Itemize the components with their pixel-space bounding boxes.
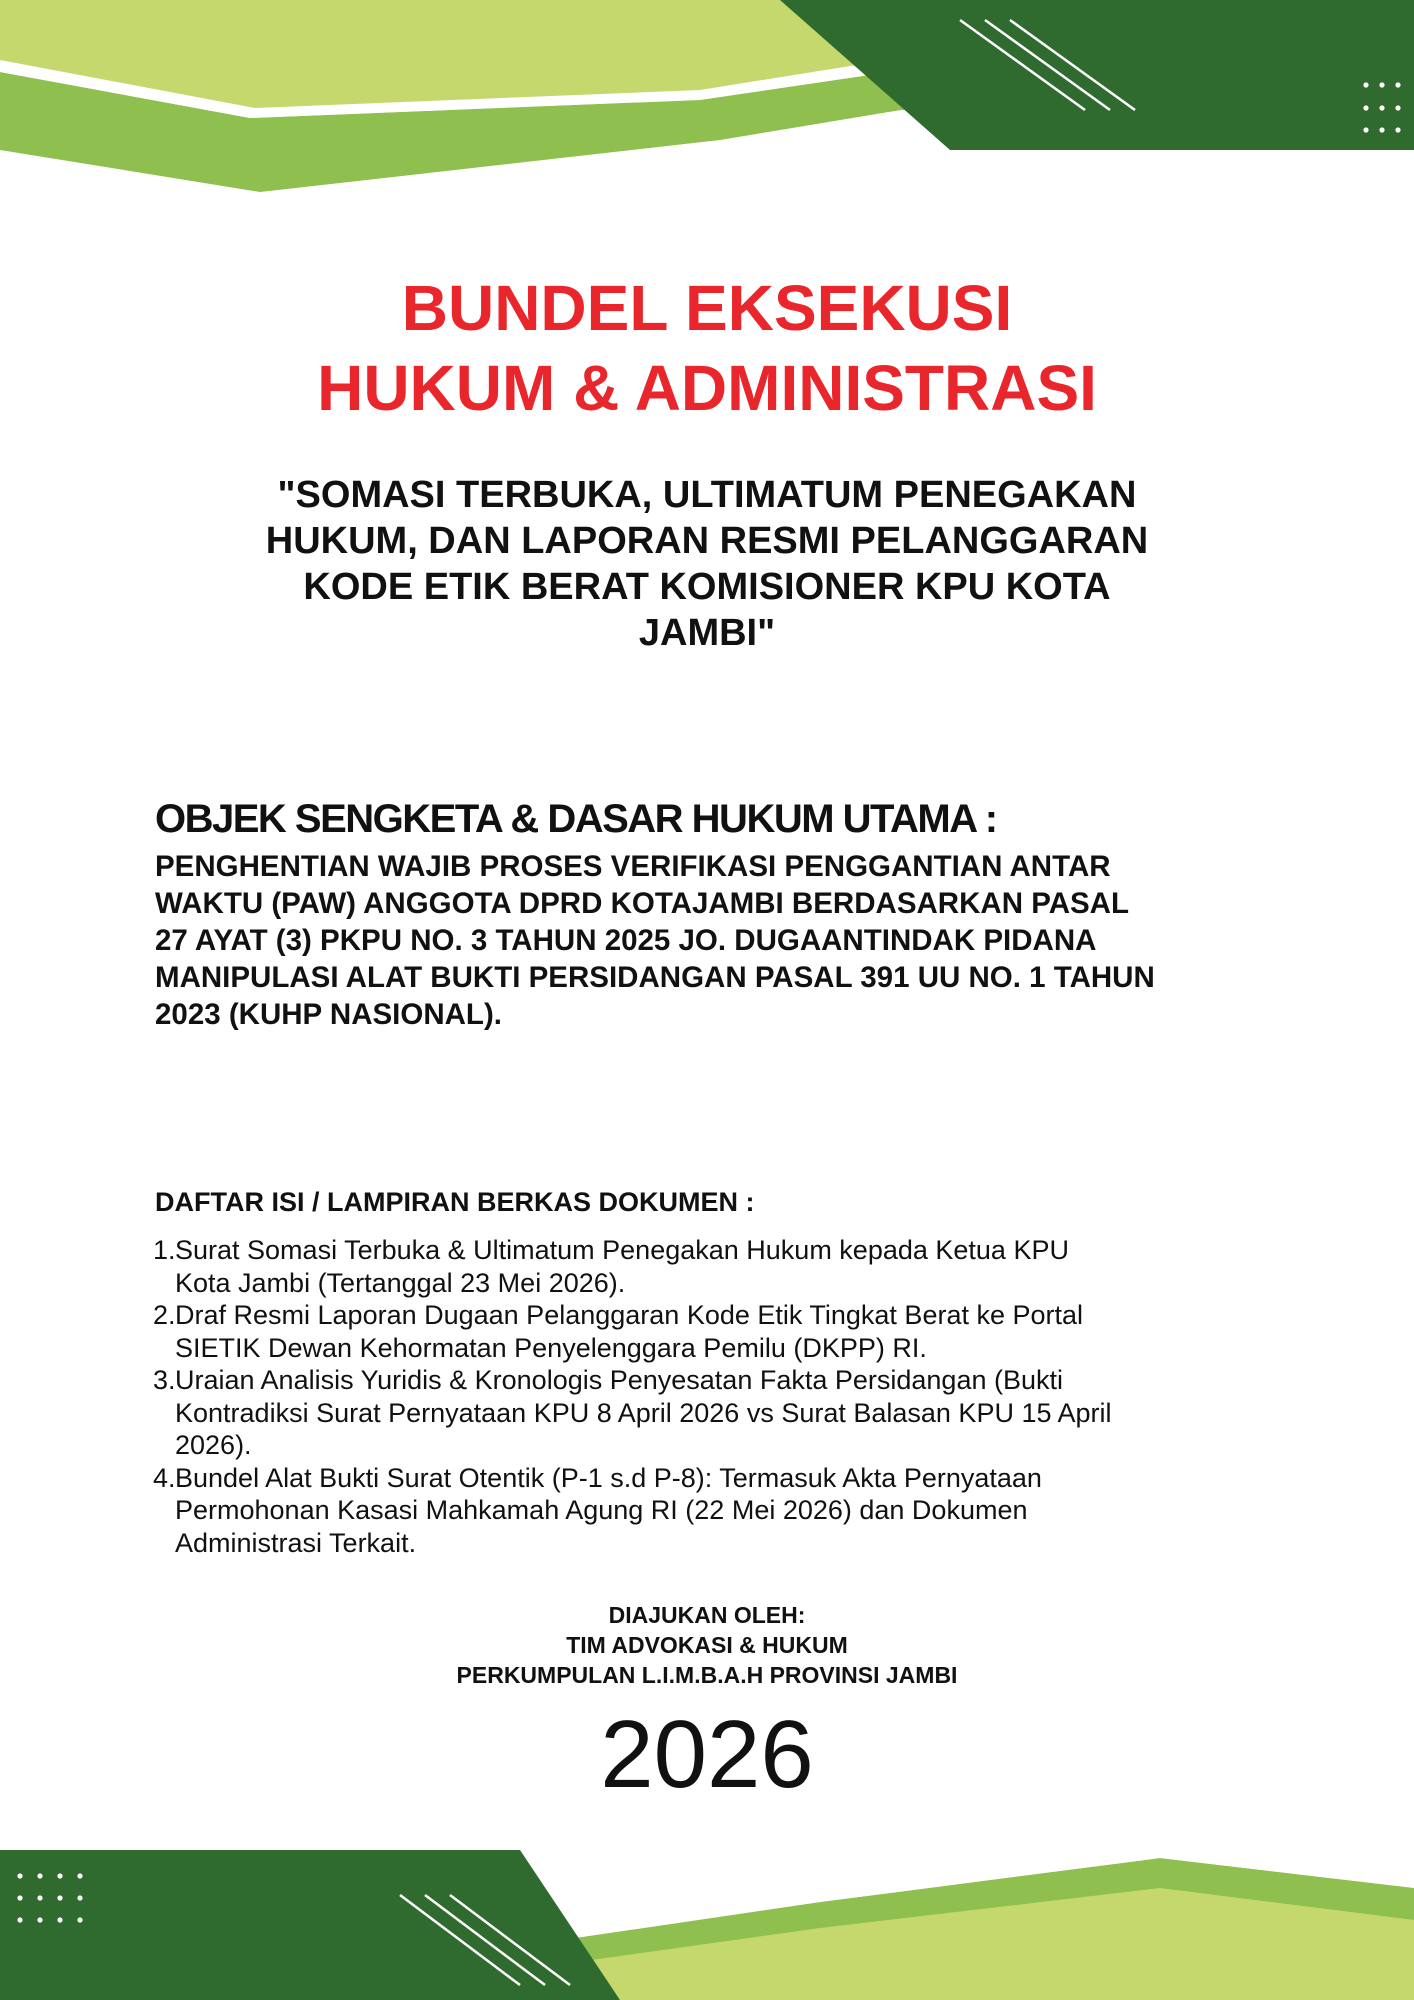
subtitle-line: JAMBI" [638, 612, 776, 654]
footer-submitted-by: DIAJUKAN OLEH: [608, 1602, 806, 1628]
objek-line: 27 AYAT (3) PKPU NO. 3 TAHUN 2025 JO. DUGAANTINDAK PIDANA [155, 924, 1097, 957]
bottom-decorative-banner [0, 1810, 1414, 2000]
list-item-line: Kota Jambi (Tertanggal 23 Mei 2026). [175, 1267, 626, 1298]
subtitle-line: "SOMASI TERBUKA, ULTIMATUM PENEGAKAN [277, 474, 1137, 516]
list-item-line: 2026). [175, 1430, 252, 1460]
list-item [153, 1299, 1303, 1364]
list-item [153, 1364, 1303, 1462]
footer-organization: PERKUMPULAN L.I.M.B.A.H PROVINSI JAMBI [456, 1662, 958, 1688]
list-item-line: SIETIK Dewan Kehormatan Penyelenggara Pemilu (DKPP) RI. [175, 1332, 927, 1363]
list-item-text [175, 1234, 1303, 1299]
objek-line: PENGHENTIAN WAJIB PROSES VERIFIKASI PENGGANTIAN ANTAR [155, 850, 1111, 883]
objek-line: 2023 (KUHP NASIONAL). [155, 998, 502, 1031]
list-item-line: Uraian Analisis Yuridis & Kronologis Penyesatan Fakta Persidangan (Bukti [175, 1365, 1063, 1395]
top-decorative-banner [0, 0, 1414, 200]
daftar-heading: DAFTAR ISI / LAMPIRAN BERKAS DOKUMEN : [155, 1187, 755, 1217]
list-item-text [175, 1299, 1303, 1364]
list-item-line: Administrasi Terkait. [175, 1527, 417, 1558]
list-item-number: 2. [153, 1300, 176, 1330]
objek-heading: OBJEK SENGKETA & DASAR HUKUM UTAMA : [155, 797, 997, 841]
objek-line: MANIPULASI ALAT BUKTI PERSIDANGAN PASAL 391 UU NO. 1 TAHUN [155, 961, 1155, 994]
list-item-number: 4. [153, 1462, 176, 1493]
footer-year: 2026 [600, 1701, 814, 1808]
list-item-number: 3. [153, 1365, 176, 1395]
footer-team: TIM ADVOKASI & HUKUM [566, 1632, 848, 1658]
list-item [153, 1234, 1303, 1299]
list-item-line: Kontradiksi Surat Pernyataan KPU 8 April 2026 vs Surat Balasan KPU 15 April [175, 1397, 1112, 1428]
subtitle-line: HUKUM, DAN LAPORAN RESMI PELANGGARAN [265, 520, 1149, 562]
list-item-text [175, 1364, 1303, 1462]
list-item-number: 1. [153, 1235, 176, 1265]
list-item-line: Surat Somasi Terbuka & Ultimatum Penegakan Hukum kepada Ketua KPU [175, 1235, 1069, 1265]
title-line-2: HUKUM & ADMINISTRASI [317, 352, 1097, 424]
list-item [153, 1462, 1303, 1560]
title-line-1: BUNDEL EKSEKUSI [401, 272, 1013, 344]
list-item-text [175, 1462, 1303, 1560]
top-dark-green-block [780, 0, 1414, 150]
bottom-dark-green-block [0, 1850, 620, 2000]
list-item-line: Bundel Alat Bukti Surat Otentik (P-1 s.d P-8): Termasuk Akta Pernyataan [175, 1462, 1042, 1493]
daftar-list [153, 1234, 1303, 1559]
list-item-line: Draf Resmi Laporan Dugaan Pelanggaran Kode Etik Tingkat Berat ke Portal [175, 1300, 1084, 1330]
objek-line: WAKTU (PAW) ANGGOTA DPRD KOTAJAMBI BERDASARKAN PASAL [155, 887, 1130, 920]
subtitle [150, 472, 1264, 656]
subtitle-line: KODE ETIK BERAT KOMISIONER KPU KOTA [303, 566, 1111, 608]
list-item-line: Permohonan Kasasi Mahkamah Agung RI (22 Mei 2026) dan Dokumen [175, 1495, 1028, 1525]
objek-body [155, 848, 1305, 1033]
